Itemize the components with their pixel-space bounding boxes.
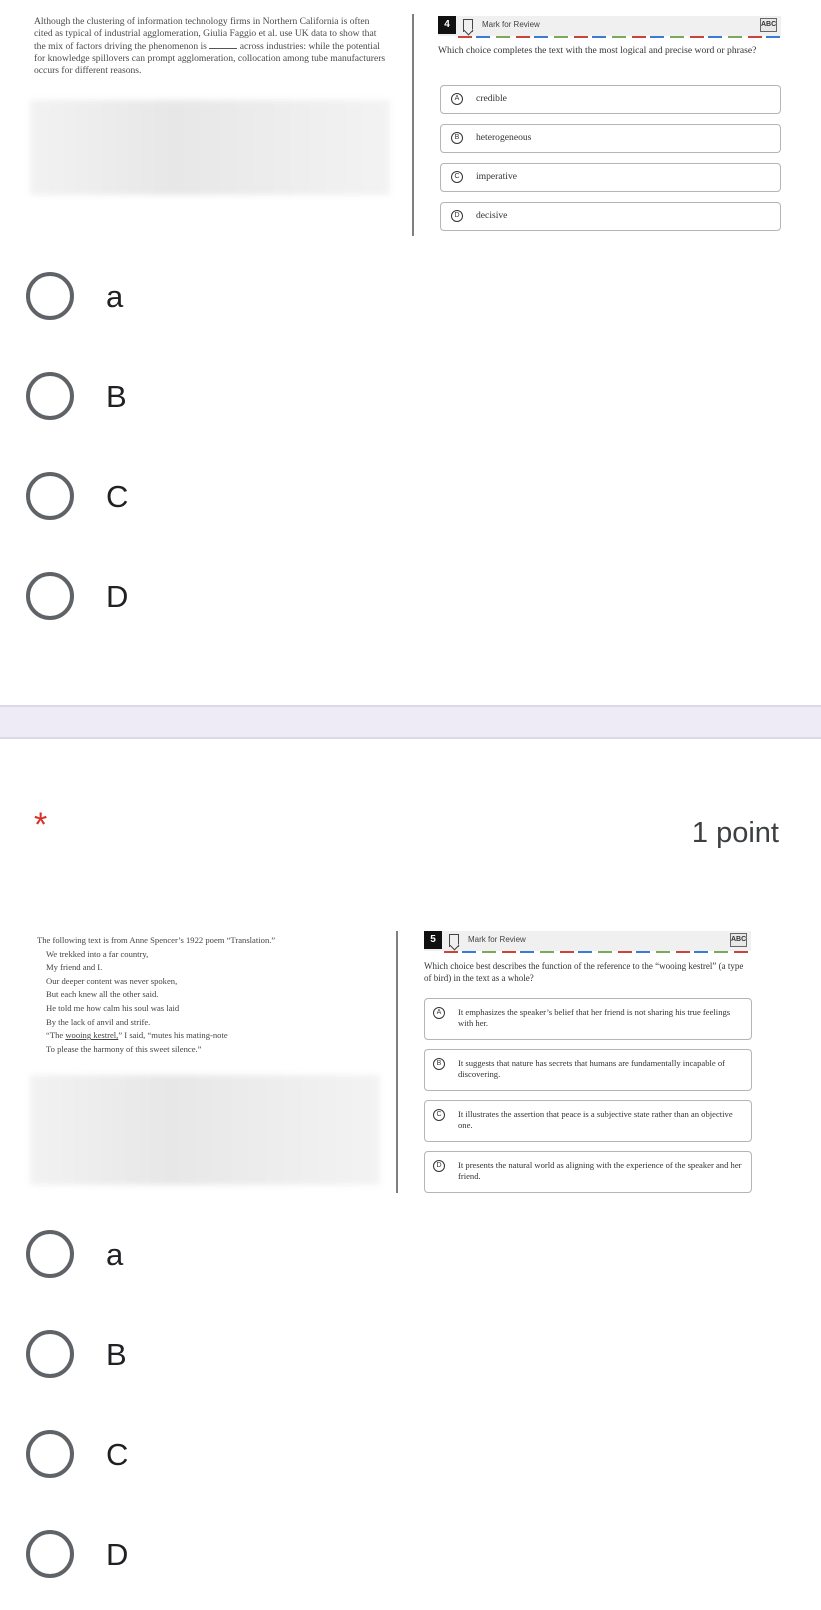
- question-4-image: [0, 0, 821, 240]
- poem-line: To please the harmony of this sweet silence.”: [46, 1043, 202, 1054]
- radio-circle-icon[interactable]: [26, 1430, 74, 1478]
- option-d[interactable]: [424, 1151, 752, 1193]
- poem-line: My friend and I.: [46, 962, 103, 973]
- mark-for-review-label[interactable]: Mark for Review: [468, 935, 526, 944]
- option-letter-d: D: [433, 1160, 445, 1172]
- poem-line: By the lack of anvil and strife.: [46, 1016, 151, 1027]
- option-b[interactable]: [424, 1049, 752, 1091]
- option-text-d: It presents the natural world as aligning with the experience of the speaker and her friend.: [458, 1160, 742, 1181]
- column-divider: [396, 931, 398, 1193]
- radio-option-d[interactable]: [24, 1528, 344, 1580]
- option-letter-c: C: [433, 1109, 445, 1121]
- points-label: 1 point: [691, 817, 779, 849]
- passage-text: [34, 16, 386, 77]
- kestrel-line-pre: “The: [46, 1030, 64, 1041]
- kestrel-phrase: wooing kestrel,: [65, 1030, 119, 1041]
- radio-option-d[interactable]: [24, 570, 344, 622]
- option-d[interactable]: [440, 202, 781, 231]
- radio-label: D: [106, 579, 129, 614]
- passage-part-2: across industries: while the potential for knowledge spillovers can prompt agglomeration, collocation among tube manufacturers occurs for different reasons.: [34, 40, 386, 77]
- option-a[interactable]: [424, 998, 752, 1040]
- poem-line: But each knew all the other said.: [46, 989, 159, 1000]
- option-letter-a: A: [451, 93, 463, 105]
- poem-passage: [37, 934, 387, 1056]
- option-text-c: imperative: [476, 171, 518, 182]
- passage-part-1: Although the clustering of information technology firms in Northern California is often cited as typical of industrial agglomeration, Giulia Faggio et al. use UK data to show that the mix of factors driving the phenomenon is: [34, 16, 377, 52]
- option-c[interactable]: [424, 1100, 752, 1142]
- abc-strikethrough-icon[interactable]: ABC: [730, 933, 747, 947]
- section-separator: [0, 705, 821, 739]
- radio-circle-icon[interactable]: [26, 372, 74, 420]
- option-letter-c: C: [451, 171, 463, 183]
- radio-circle-icon[interactable]: [26, 472, 74, 520]
- poem-line: Our deeper content was never spoken,: [46, 975, 178, 986]
- option-text-d: decisive: [476, 210, 508, 221]
- blurred-background: [30, 1075, 380, 1185]
- option-a[interactable]: [440, 85, 781, 114]
- option-text-a: It emphasizes the speaker’s belief that her friend is not sharing his true feelings with her.: [458, 1007, 731, 1028]
- radio-option-b[interactable]: [24, 1328, 344, 1380]
- poem-line: He told me how calm his soul was laid: [46, 1002, 180, 1013]
- radio-option-b[interactable]: [24, 370, 344, 422]
- radio-label: a: [106, 279, 124, 314]
- header-dashed-line: [458, 36, 781, 38]
- option-text-c: It illustrates the assertion that peace is a subjective state rather than an objective one.: [458, 1109, 733, 1130]
- kestrel-line-post: ” I said, “mutes his mating-note: [118, 1030, 228, 1041]
- radio-circle-icon[interactable]: [26, 272, 74, 320]
- column-divider: [412, 14, 414, 236]
- required-marker: *: [34, 806, 48, 844]
- option-text-a: credible: [476, 93, 507, 104]
- question-5-image: [0, 925, 821, 1195]
- question-prompt: Which choice best describes the function of the reference to the “wooing kestrel” (a type of bird) in the text as a whole?: [424, 961, 744, 983]
- bookmark-icon[interactable]: [463, 19, 473, 32]
- question-header: [424, 931, 751, 951]
- question-number: 4: [438, 16, 456, 34]
- radio-label: C: [106, 479, 129, 514]
- poem-line: We trekked into a far country,: [46, 948, 149, 959]
- option-letter-b: B: [451, 132, 463, 144]
- question-header: [438, 16, 781, 36]
- header-dashed-line: [444, 951, 751, 953]
- radio-option-a[interactable]: [24, 1228, 344, 1280]
- radio-label: C: [106, 1437, 129, 1472]
- radio-label: a: [106, 1237, 124, 1272]
- question-prompt: Which choice completes the text with the most logical and precise word or phrase?: [438, 45, 757, 56]
- option-b[interactable]: [440, 124, 781, 153]
- blurred-background: [30, 100, 390, 195]
- blank-line: [209, 48, 237, 49]
- option-text-b: It suggests that nature has secrets that humans are fundamentally incapable of discovering.: [458, 1058, 726, 1079]
- radio-option-c[interactable]: [24, 470, 344, 522]
- bookmark-icon[interactable]: [449, 934, 459, 947]
- option-text-b: heterogeneous: [476, 132, 532, 143]
- radio-option-c[interactable]: [24, 1428, 344, 1480]
- radio-circle-icon[interactable]: [26, 1330, 74, 1378]
- option-letter-b: B: [433, 1058, 445, 1070]
- radio-label: B: [106, 1337, 127, 1372]
- radio-circle-icon[interactable]: [26, 1230, 74, 1278]
- poem-line-kestrel: [37, 1029, 387, 1043]
- radio-label: B: [106, 379, 127, 414]
- radio-label: D: [106, 1537, 129, 1572]
- option-letter-a: A: [433, 1007, 445, 1019]
- option-letter-d: D: [451, 210, 463, 222]
- mark-for-review-label[interactable]: Mark for Review: [482, 20, 540, 29]
- question-number: 5: [424, 931, 442, 949]
- poem-intro: The following text is from Anne Spencer’s 1922 poem “Translation.”: [37, 935, 276, 945]
- radio-circle-icon[interactable]: [26, 1530, 74, 1578]
- option-c[interactable]: [440, 163, 781, 192]
- abc-strikethrough-icon[interactable]: ABC: [760, 18, 777, 32]
- radio-option-a[interactable]: [24, 270, 344, 322]
- radio-circle-icon[interactable]: [26, 572, 74, 620]
